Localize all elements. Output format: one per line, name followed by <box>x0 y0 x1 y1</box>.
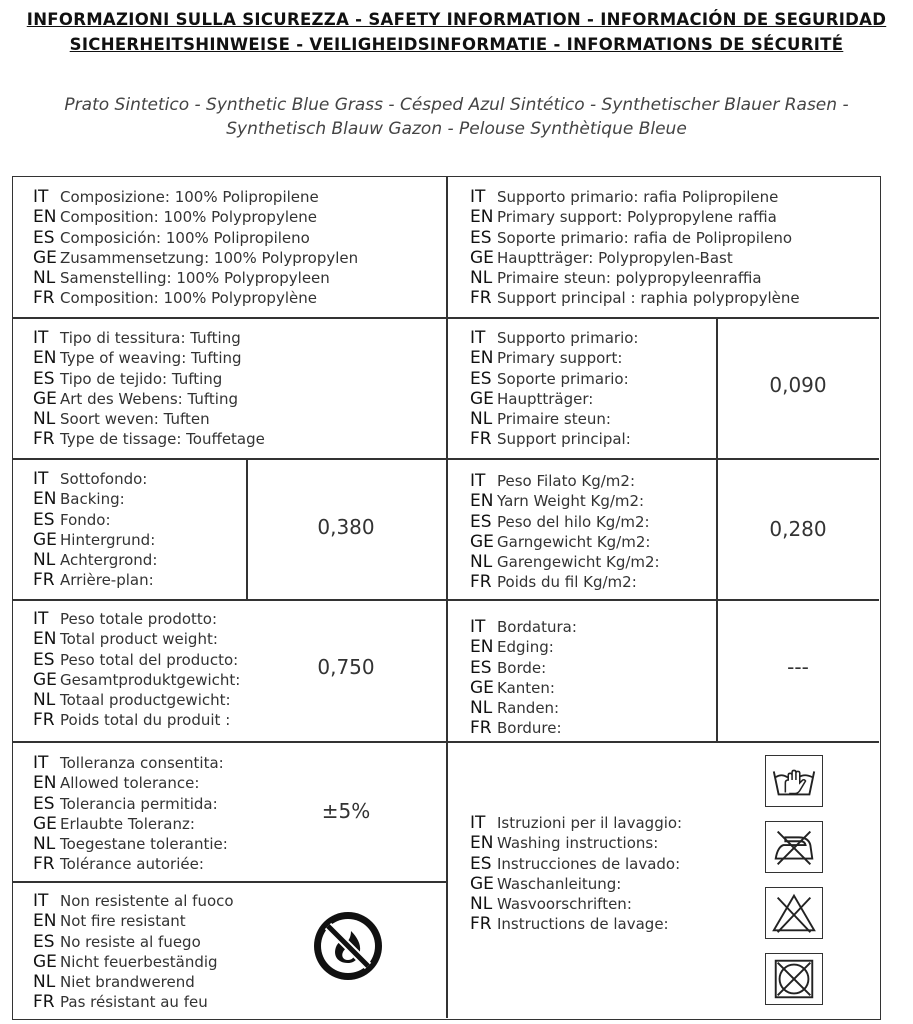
language-line <box>33 650 240 670</box>
total-weight-value: 0,750 <box>317 655 375 679</box>
language-code: FR <box>33 992 55 1013</box>
language-line <box>33 469 157 489</box>
language-code: ES <box>470 368 492 389</box>
title-line-1: INFORMAZIONI SULLA SICUREZZA - SAFETY INFORMATION - INFORMACIÓN DE SEGURIDAD <box>26 10 887 29</box>
fire-cell <box>33 891 234 1013</box>
language-code: NL <box>33 834 56 855</box>
language-line <box>470 698 577 718</box>
language-line <box>470 268 800 288</box>
language-code: IT <box>470 471 486 491</box>
language-code: NL <box>470 698 493 719</box>
language-code: FR <box>470 914 492 935</box>
label-text: Garngewicht Kg/m2: <box>497 532 651 551</box>
language-line <box>33 328 265 348</box>
language-line <box>33 629 240 649</box>
label-text: Garengewicht Kg/m2: <box>497 553 660 572</box>
label-text: Zusammensetzung: 100% Polypropylen <box>60 248 359 267</box>
language-line <box>33 609 240 629</box>
language-line <box>470 288 800 308</box>
language-code: FR <box>470 429 492 450</box>
language-code: FR <box>33 288 55 309</box>
label-text: Pas résistant au feu <box>60 993 208 1012</box>
language-code: GE <box>470 247 494 268</box>
composition-cell <box>33 187 358 309</box>
total-weight-cell <box>33 609 240 731</box>
language-line <box>470 617 577 637</box>
language-line <box>33 773 228 793</box>
language-line <box>33 952 234 972</box>
language-code: IT <box>470 328 486 348</box>
not-fire-resistant-icon <box>313 911 383 981</box>
language-line <box>470 894 682 914</box>
label-text: No resiste al fuego <box>60 932 201 951</box>
language-code: EN <box>33 911 57 932</box>
label-text: Type de tissage: Touffetage <box>60 430 265 449</box>
label-text: Hauptträger: <box>497 389 594 408</box>
language-code: ES <box>470 227 492 248</box>
language-line <box>470 348 638 368</box>
language-code: FR <box>470 572 492 593</box>
column-divider <box>446 177 448 1018</box>
label-text: Sottofondo: <box>60 470 148 488</box>
label-text: Allowed tolerance: <box>60 774 200 793</box>
language-line <box>470 678 577 698</box>
language-line <box>33 248 358 268</box>
language-code: NL <box>470 894 493 915</box>
yarn-weight-value: 0,280 <box>769 517 827 541</box>
language-line <box>470 207 800 227</box>
language-code: EN <box>33 207 57 228</box>
language-code: IT <box>470 617 486 637</box>
backing-cell <box>33 469 157 591</box>
language-code: FR <box>33 710 55 731</box>
language-line <box>470 512 660 532</box>
label-text: Soporte primario: rafia de Polipropileno <box>497 228 793 247</box>
yarn-weight-cell <box>470 471 660 593</box>
language-code: GE <box>33 813 57 834</box>
language-code: IT <box>33 891 49 911</box>
language-code: IT <box>470 813 486 833</box>
language-code: NL <box>33 409 56 430</box>
backing-value: 0,380 <box>317 515 375 539</box>
language-line <box>33 530 157 550</box>
language-code: EN <box>33 348 57 369</box>
label-text: Tipo di tessitura: Tufting <box>60 329 241 347</box>
primary-support-material-cell <box>470 187 800 309</box>
language-line <box>470 228 800 248</box>
language-code: IT <box>470 187 486 207</box>
label-text: Totaal productgewicht: <box>60 691 231 710</box>
language-line <box>33 228 358 248</box>
language-line <box>33 690 240 710</box>
language-line <box>470 369 638 389</box>
language-code: NL <box>33 972 56 993</box>
tolerance-value: ±5% <box>321 799 371 823</box>
language-line <box>33 753 228 773</box>
label-text: Non resistente al fuoco <box>60 892 234 910</box>
safety-table <box>12 176 881 1020</box>
language-code: NL <box>33 690 56 711</box>
label-text: Tipo de tejido: Tufting <box>60 369 223 388</box>
language-code: NL <box>470 409 493 430</box>
language-code: EN <box>33 489 57 510</box>
language-line <box>470 874 682 894</box>
label-text: Instructions de lavage: <box>497 915 669 934</box>
edging-cell <box>470 617 577 739</box>
primary-support-value: 0,090 <box>769 373 827 397</box>
language-line <box>33 972 234 992</box>
language-code: GE <box>470 677 494 698</box>
language-line <box>33 891 234 911</box>
language-line <box>33 348 265 368</box>
label-text: Samenstelling: 100% Polypropyleen <box>60 269 330 288</box>
language-code: ES <box>33 368 55 389</box>
edging-value: --- <box>787 655 809 679</box>
label-text: Not fire resistant <box>60 912 186 931</box>
language-line <box>33 932 234 952</box>
do-not-tumble-dry-icon <box>765 953 823 1005</box>
language-line <box>470 914 682 934</box>
language-line <box>33 854 228 874</box>
language-code: EN <box>470 637 494 658</box>
language-line <box>470 658 577 678</box>
row-divider <box>13 881 446 883</box>
label-text: Niet brandwerend <box>60 973 195 992</box>
label-text: Type of weaving: Tufting <box>60 349 242 368</box>
hand-wash-icon <box>765 755 823 807</box>
language-code: EN <box>33 629 57 650</box>
language-code: FR <box>33 854 55 875</box>
language-code: FR <box>33 570 55 591</box>
language-code: FR <box>470 288 492 309</box>
language-code: ES <box>470 853 492 874</box>
label-text: Composizione: 100% Polipropilene <box>60 188 319 206</box>
label-text: Peso del hilo Kg/m2: <box>497 512 650 531</box>
language-line <box>33 670 240 690</box>
label-text: Poids du fil Kg/m2: <box>497 573 637 592</box>
label-text: Gesamtproduktgewicht: <box>60 670 241 689</box>
language-code: EN <box>470 207 494 228</box>
language-code: GE <box>33 529 57 550</box>
label-text: Borde: <box>497 658 547 677</box>
label-text: Fondo: <box>60 510 111 529</box>
language-code: ES <box>33 227 55 248</box>
language-line <box>33 409 265 429</box>
label-text: Randen: <box>497 699 560 718</box>
language-line <box>470 389 638 409</box>
language-line <box>470 532 660 552</box>
label-text: Composition: 100% Polypropylène <box>60 289 317 308</box>
label-text: Soporte primario: <box>497 369 629 388</box>
label-text: Arrière-plan: <box>60 571 154 590</box>
title-line-2: SICHERHEITSHINWEISE - VEILIGHEIDSINFORMATIE - INFORMATIONS DE SÉCURITÉ <box>69 35 844 54</box>
language-line <box>470 813 682 833</box>
label-text: Bordure: <box>497 719 562 738</box>
language-line <box>33 510 157 530</box>
language-code: GE <box>33 388 57 409</box>
language-code: IT <box>33 609 49 629</box>
label-text: Composition: 100% Polypropylene <box>60 208 317 227</box>
label-text: Yarn Weight Kg/m2: <box>497 492 645 511</box>
language-line <box>33 288 358 308</box>
language-line <box>33 911 234 931</box>
language-code: GE <box>33 951 57 972</box>
language-line <box>33 429 265 449</box>
label-text: Art des Webens: Tufting <box>60 389 238 408</box>
language-code: GE <box>33 669 57 690</box>
label-text: Waschanleitung: <box>497 874 622 893</box>
language-code: EN <box>33 773 57 794</box>
label-text: Toegestane tolerantie: <box>60 835 228 854</box>
label-text: Erlaubte Toleranz: <box>60 814 195 833</box>
language-code: EN <box>470 833 494 854</box>
language-line <box>470 328 638 348</box>
language-code: GE <box>470 873 494 894</box>
language-line <box>470 637 577 657</box>
language-line <box>33 814 228 834</box>
language-code: NL <box>470 552 493 573</box>
language-code: ES <box>33 931 55 952</box>
label-text: Primary support: <box>497 349 623 368</box>
language-line <box>470 471 660 491</box>
language-code: ES <box>470 657 492 678</box>
label-text: Primaire steun: polypropyleenraffia <box>497 269 762 288</box>
label-text: Istruzioni per il lavaggio: <box>497 814 683 832</box>
label-text: Composición: 100% Polipropileno <box>60 228 310 247</box>
language-code: EN <box>470 491 494 512</box>
label-text: Achtergrond: <box>60 551 158 570</box>
label-text: Hauptträger: Polypropylen-Bast <box>497 248 733 267</box>
label-text: Tolleranza consentita: <box>60 754 224 772</box>
language-line <box>33 268 358 288</box>
do-not-iron-icon <box>765 821 823 873</box>
label-text: Instrucciones de lavado: <box>497 854 681 873</box>
label-text: Kanten: <box>497 678 555 697</box>
language-code: NL <box>470 268 493 289</box>
language-line <box>33 550 157 570</box>
language-line <box>470 552 660 572</box>
label-text: Primary support: Polypropylene raffia <box>497 208 777 227</box>
language-code: GE <box>470 531 494 552</box>
label-text: Tolerancia permitida: <box>60 794 218 813</box>
language-line <box>470 854 682 874</box>
language-line <box>33 794 228 814</box>
language-line <box>470 409 638 429</box>
language-code: IT <box>33 753 49 773</box>
language-code: ES <box>33 793 55 814</box>
label-text: Wasvoorschriften: <box>497 895 632 914</box>
language-line <box>33 207 358 227</box>
subtitle-line-1: Prato Sintetico - Synthetic Blue Grass - Césped Azul Sintético - Synthetischer Blauer Rasen - <box>64 95 849 115</box>
language-code: GE <box>470 388 494 409</box>
language-line <box>470 429 638 449</box>
language-line <box>33 187 358 207</box>
label-text: Washing instructions: <box>497 834 659 853</box>
language-line <box>33 710 240 730</box>
label-text: Support principal: <box>497 430 631 449</box>
language-line <box>33 369 265 389</box>
language-line <box>470 833 682 853</box>
language-code: ES <box>470 511 492 532</box>
label-text: Hintergrund: <box>60 530 156 549</box>
language-code: NL <box>33 550 56 571</box>
label-text: Nicht feuerbeständig <box>60 952 218 971</box>
label-text: Edging: <box>497 638 554 657</box>
language-line <box>33 992 234 1012</box>
language-code: NL <box>33 268 56 289</box>
language-line <box>33 489 157 509</box>
language-line <box>470 187 800 207</box>
label-text: Supporto primario: <box>497 329 639 347</box>
label-text: Supporto primario: rafia Polipropilene <box>497 188 779 206</box>
label-text: Support principal : raphia polypropylène <box>497 289 800 308</box>
language-code: ES <box>33 509 55 530</box>
language-line <box>470 491 660 511</box>
label-text: Poids total du produit : <box>60 711 231 730</box>
language-line <box>470 718 577 738</box>
label-text: Peso total del producto: <box>60 650 239 669</box>
language-code: ES <box>33 649 55 670</box>
label-text: Bordatura: <box>497 618 577 636</box>
language-line <box>33 834 228 854</box>
label-text: Peso Filato Kg/m2: <box>497 472 636 490</box>
label-text: Soort weven: Tuften <box>60 410 210 429</box>
language-code: IT <box>33 328 49 348</box>
washing-cell <box>470 813 682 935</box>
label-text: Tolérance autoriée: <box>60 855 204 874</box>
language-line <box>470 572 660 592</box>
language-line <box>33 570 157 590</box>
label-text: Peso totale prodotto: <box>60 610 218 628</box>
language-code: IT <box>33 187 49 207</box>
weaving-cell <box>33 328 265 450</box>
tolerance-cell <box>33 753 228 875</box>
language-code: EN <box>470 348 494 369</box>
label-text: Total product weight: <box>60 630 218 649</box>
language-line <box>470 248 800 268</box>
column-divider <box>716 317 718 599</box>
primary-support-cell <box>470 328 638 450</box>
language-code: IT <box>33 469 49 489</box>
label-text: Primaire steun: <box>497 410 611 429</box>
language-line <box>33 389 265 409</box>
subtitle-line-2: Synthetisch Blauw Gazon - Pelouse Synthètique Bleue <box>226 119 687 139</box>
do-not-bleach-icon <box>765 887 823 939</box>
language-code: GE <box>33 247 57 268</box>
language-code: FR <box>470 718 492 739</box>
language-code: FR <box>33 429 55 450</box>
label-text: Backing: <box>60 490 125 509</box>
